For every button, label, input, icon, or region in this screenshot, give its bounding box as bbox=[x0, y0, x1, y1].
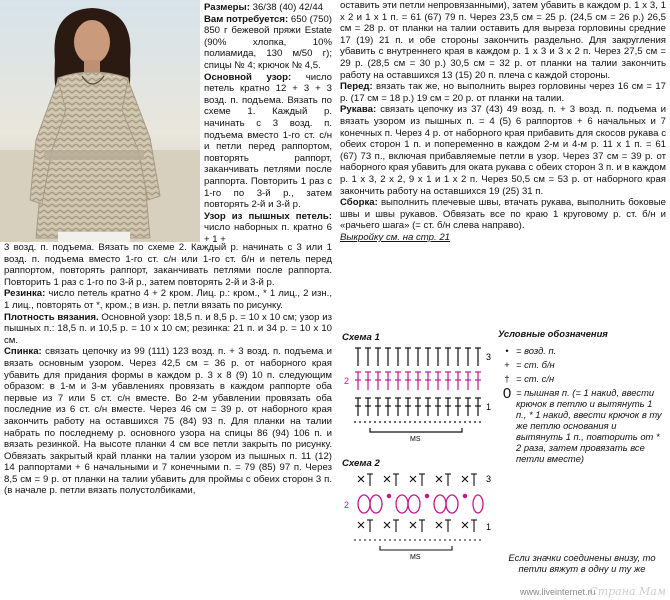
symbols-legend bbox=[498, 328, 664, 467]
scheme2-ms-label: MS bbox=[410, 554, 421, 561]
legend-title: Условные обозначения bbox=[498, 328, 608, 339]
rib-heading: Резинка: bbox=[4, 288, 46, 300]
materials-text: 650 (750) 850 г бежевой пряжи Estate (90% хлопка, 10% полиамида, 130 м/50 г); спицы № 4; крючок № 4,5. bbox=[204, 13, 332, 71]
chain-icon: • bbox=[505, 345, 509, 356]
instructions-left bbox=[4, 242, 332, 497]
scheme1-row3-label: 3 bbox=[486, 352, 492, 362]
scheme2-row2-label: 2 bbox=[344, 500, 350, 510]
sleeves-heading: Рукава: bbox=[340, 104, 377, 116]
pattern-page-link[interactable]: Выкройку см. на стр. 21 bbox=[340, 231, 450, 243]
legend-item: 0 = пышная п. (= 1 накид, ввести крючок в петлю и вытянуть 1 п., * 1 накид, ввести крючок в ту же петлю основания и вытянуть 1 п., повторить от * 2 раза, затем провязать все петли вместе) bbox=[498, 387, 664, 464]
instructions-right bbox=[340, 0, 666, 243]
scheme1-ms-label: MS bbox=[410, 436, 421, 443]
scheme1-title: Схема 1 bbox=[342, 332, 380, 343]
puff-pattern-continued: 3 возд. п. подъема. Вязать по схеме 2. Каждый р. начинать с 3 или 1 возд. п. подъема вместо 1-го ст. с/н или 1-го ст. б/н и петель перед раппортом, повторять раппорт, заканчивать петлями после раппорта. Повторить 1 раз с 1-го по 3-й р., затем повторять 2-й и 3-й р. bbox=[4, 242, 332, 288]
assembly-text: выполнить плечевые швы, втачать рукава, выполнить боковые швы и швы рукавов. Обвязать все по краю 1 круговому р. ст. б/н и «рачьего шага» (= ст. б/н слева направо). bbox=[340, 197, 666, 232]
charts-area bbox=[340, 326, 666, 600]
materials-and-pattern bbox=[204, 2, 332, 245]
front-heading: Перед: bbox=[340, 81, 373, 93]
materials-heading: Вам потребуется: bbox=[204, 13, 289, 25]
gauge-text: Основной узор: 18,5 п. и 8,5 р. = 10 х 10 см; узор из пышных п.: 18,5 п. и 10,5 р. = 10 х 10 см; резинка: 21 п. и 34 р. = 10 х 10 см. bbox=[4, 311, 332, 346]
scheme1-row2-label: 2 bbox=[344, 376, 350, 386]
puff-stitch-icon: 0 bbox=[502, 385, 512, 402]
single-crochet-icon: + bbox=[504, 359, 510, 370]
legend-item: • = возд. п. bbox=[498, 345, 664, 356]
gauge-heading: Плотность вязания. bbox=[4, 311, 99, 323]
main-pattern-heading: Основной узор: bbox=[204, 71, 292, 83]
scheme2-chart bbox=[340, 470, 500, 570]
back-text: связать цепочку из 99 (111) 123 возд. п. + 3 возд. п. подъема и вязать основным узором. Через 42,5 см = 36 р. от наборного края убавить для придания формы в каждом р. 3 х 8 (9) 10 п. следующим образом: в 1-м и 3-м убавлениях провязать в каждом раппорте оба первые из 7 или 5 ст. с/н вместе. Во 2-м убавлении провязать оба последние из 6 ст. с/н вместе. Через 46 см = 39 р. от наборного края закончить работу на оставшихся 75 (84) 93 п. Для планки на талии набрать по последнему р. основного узора на спицы 86 (94) 106 п. и вязать резинкой. На высоте планки 4 см все петли закрыть по рисунку. Обвязать закрытый край планки на талии узором из пышных п. 11 (12) 14 раппортами + 6 начальными и 7 конечными п. = 79 (85) 97 п. Через 8,5 см = 9 р. от планки на талии убавить для проймы с обеих сторон 3 п. (в начале р. петли вязать полустолбиками, bbox=[4, 346, 332, 497]
site-url: www.liveinternet.ru bbox=[520, 587, 596, 597]
double-crochet-icon: † bbox=[504, 373, 510, 384]
scheme2-title: Схема 2 bbox=[342, 458, 380, 469]
scheme2-row3-label: 3 bbox=[486, 474, 492, 484]
scheme1-chart bbox=[340, 344, 500, 444]
sizes-text: 36/38 (40) 42/44 bbox=[249, 2, 324, 13]
scheme1-row1-label: 1 bbox=[486, 402, 492, 412]
sizes-heading: Размеры: bbox=[204, 2, 250, 13]
scheme2-row1-label: 1 bbox=[486, 522, 492, 532]
puff-pattern-text: число наборных п. кратно 6 + 1 + bbox=[204, 222, 332, 245]
back-heading: Спинка: bbox=[4, 346, 42, 358]
puff-pattern-heading: Узор из пышных петель: bbox=[204, 210, 332, 222]
main-pattern-text: число петель кратно 12 + 3 + 3 возд. п. подъема. Вязать по схеме 1. Каждый р. начинать с 3 возд. п. подъема вместо 1-го ст. с/н и петли перед раппортом, повторять раппорт, заканчивать петлями после раппорта. Повторить 1 раз с 1-го по 3-й р., затем повторять 2-й и 3-й р. bbox=[204, 71, 332, 211]
model-photo bbox=[0, 0, 200, 242]
front-text: вязать так же, но выполнить вырез горловины через 16 см = 17 р. (17 см = 18 р.) 19 см = 20 р. от планки на талии. bbox=[340, 81, 666, 104]
assembly-heading: Сборка: bbox=[340, 197, 378, 209]
legend-item: + = ст. б/н bbox=[498, 359, 664, 370]
watermark-logo: Страна Мам bbox=[589, 585, 666, 598]
symbols-note: Если значки соединены внизу, то петли вяжут в одну и ту же bbox=[508, 552, 656, 574]
back-continued: оставить эти петли непровязанными), затем убавить в каждом р. 1 х 3, 1 х 2 и 1 х 1 п. = 61 (67) 79 п. Через 23,5 см = 25 р. (24,5 см = 26 р.) 26,5 см = 28 р. от планки на талии оставить для выреза горловины средние 17 (19) 21 п. и обе стороны закончить раздельно. Для закругления убавить с внутреннего края в каждом р. 1 х 3 и 3 х 2 п. Через 27,5 см = 29 р. (28,5 см = 30 р.) 30,5 см = 32 р. от планки на талии закончить работу на оставшихся 13 (15) 20 п. плеча с каждой стороны. bbox=[340, 0, 666, 81]
legend-item: † = ст. с/н bbox=[498, 373, 664, 384]
sleeves-text: связать цепочку из 37 (43) 49 возд. п. + 3 возд. п. подъема и вязать узором из пышных п. = 4 (5) 6 раппортов + 6 начальных и 7 конечных п. Через 4 р. от наборного края прибавить для скосов рукава с обеих сторон 1 п. и попеременно в каждом 2-м и 4-м р. 11 х 1 п. = 61 (67) 73 п., включая прибавляемые петли в узор. Через 37 см = 39 р. от наборного края убавить для оката рукава с обеих сторон 3 п. и в каждом р. 1 х 3, 2 х 2, 9 х 1 и 1 х 2 п. Через 50,5 см = 53 р. от наборного края закончить работу на оставшихся 19 (25) 31 п. bbox=[340, 104, 666, 197]
rib-text: число петель кратно 4 + 2 кром. Лиц. р.: кром., * 1 лиц., 2 изн., 1 лиц., повторять от *, кром.; в изн. р. петли вязать по рисунку. bbox=[4, 288, 332, 311]
